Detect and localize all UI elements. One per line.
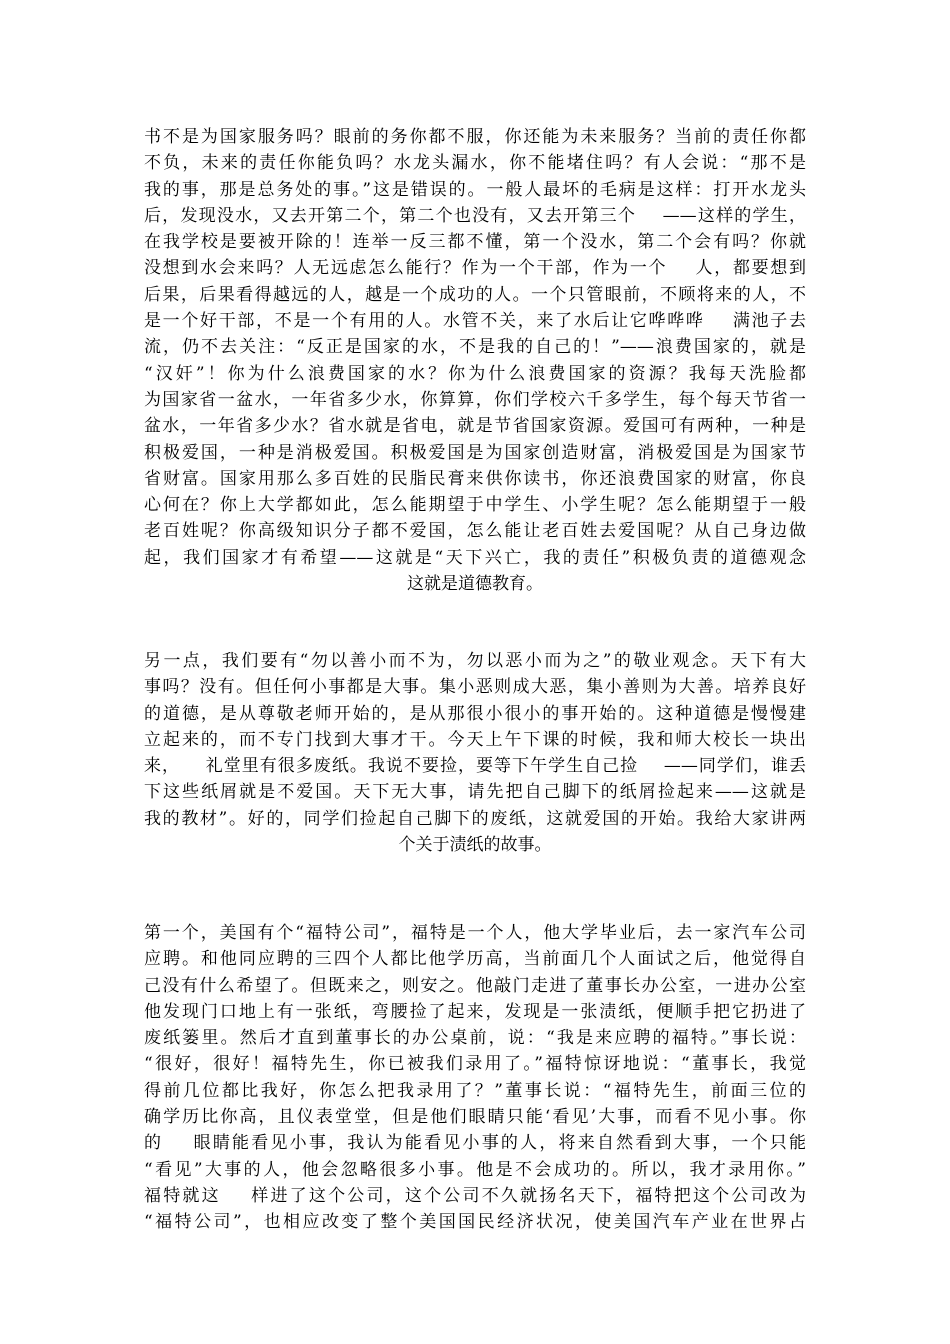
text-line: 在我学校是要被开除的！连举一反三都不懂，第一个没水，第二个会有吗？你就	[144, 232, 806, 253]
text-line: 的 眼睛能看见小事，我认为能看见小事的人，将来自然看到大事，一个只能	[144, 1133, 806, 1154]
text-line: 老百姓呢？你高级知识分子都不爱国，怎么能让老百姓去爱国呢？从自己身边做	[144, 521, 806, 542]
text-line: 的道德，是从尊敬老师开始的，是从那很小很小的事开始的。这种道德是慢慢建	[144, 703, 806, 724]
text-line: 得前几位都比我好，你怎么把我录用了？”董事长说：“福特先生，前面三位的	[144, 1080, 806, 1101]
text-line: 书不是为国家服务吗？眼前的务你都不服，你还能为未来服务？当前的责任你都	[144, 127, 806, 147]
text-line: 我的教材”。好的，同学们捡起自己脚下的废纸，这就爱国的开始。我给大家讲两	[144, 808, 806, 829]
text-line: 废纸篓里。然后才直到董事长的办公桌前，说：“我是来应聘的福特。”事长说：	[144, 1028, 806, 1049]
text-line: “看见”大事的人，他会忽略很多小事。他是不会成功的。所以，我才录用你。”	[144, 1159, 806, 1180]
text-line: “汉奸”！你为什么浪费国家的水？你为什么浪费国家的资源？我每天洗脸都	[144, 363, 806, 384]
text-line: 为国家省一盆水，一年省多少水，你算算，你们学校六千多学生，每个每天节省一	[144, 389, 806, 410]
text-line: 第一个，美国有个“福特公司”，福特是一个人，他大学毕业后，去一家汽车公司	[144, 923, 806, 943]
text-line: 流，仍不去关注：“反正是国家的水，不是我的自己的！”——浪费国家的，就是	[144, 337, 806, 358]
text-line: “福特公司”，也相应改变了整个美国国民经济状况，使美国汽车产业在世界占	[144, 1212, 806, 1233]
text-line: 下这些纸屑就是不爱国。天下无大事，请先把自己脚下的纸屑捡起来——这就是	[144, 782, 806, 803]
paragraph-water-saving	[144, 124, 806, 597]
text-line: 没想到水会来吗？人无远虑怎么能行？作为一个干部，作为一个 人，都要想到	[144, 258, 806, 279]
text-line: 盆水，一年省多少水？省水就是省电，就是节省国家资源。爱国可有两种，一种是	[144, 416, 806, 437]
text-line: 他发现门口地上有一张纸，弯腰捡了起来，发现是一张渍纸，便顺手把它扔进了	[144, 1001, 806, 1022]
text-line: 不负，未来的责任你能负吗？水龙头漏水，你不能堵住吗？有人会说：“那不是	[144, 153, 806, 174]
text-line: 省财富。国家用那么多百姓的民脂民膏来供你读书，你还浪费国家的财富，你良	[144, 468, 806, 489]
text-line: 立起来的，而不专门找到大事才干。今天上午下课的时候，我和师大校长一块出	[144, 729, 806, 750]
text-line: 积极爱国，一种是消极爱国。积极爱国是为国家创造财富，消极爱国是为国家节	[144, 442, 806, 463]
text-line: 另一点，我们要有“勿以善小而不为，勿以恶小而为之”的敬业观念。天下有大	[144, 651, 806, 671]
text-line: 后果，后果看得越远的人，越是一个成功的人。一个只管眼前，不顾将来的人，不	[144, 284, 806, 305]
text-line: 心何在？你上大学都如此，怎么能期望于中学生、小学生呢？怎么能期望于一般	[144, 495, 806, 516]
text-line: 我的事，那是总务处的事。”这是错误的。一般人最坏的毛病是这样：打开水龙头	[144, 179, 806, 200]
text-line: 事吗？没有。但任何小事都是大事。集小恶则成大恶，集小善则为大善。培养良好	[144, 677, 806, 698]
text-line: 后，发现没水，又去开第二个，第二个也没有，又去开第三个 ——这样的学生，	[144, 205, 806, 226]
text-line-centered: 这就是道德教育。	[407, 574, 543, 595]
text-line: “很好，很好！福特先生，你已被我们录用了。”福特惊讶地说：“董事长，我觉	[144, 1054, 806, 1075]
text-line: 确学历比你高，且仪表堂堂，但是他们眼睛只能‘看见’大事，而看不见小事。你	[144, 1107, 806, 1128]
text-line-centered: 个关于渍纸的故事。	[398, 835, 552, 856]
text-line: 应聘。和他同应聘的三四个人都比他学历高，当前面几个人面试之后，他觉得自	[144, 949, 806, 970]
text-line: 来， 礼堂里有很多废纸。我说不要捡，要等下午学生自己捡 ——同学们，谁丢	[144, 756, 806, 777]
text-line: 福特就这 样进了这个公司，这个公司不久就扬名天下，福特把这个公司改为	[144, 1185, 806, 1206]
paragraph-small-things	[144, 648, 806, 858]
text-line: 起，我们国家才有希望——这就是“天下兴亡，我的责任”积极负责的道德观念	[144, 547, 806, 568]
paragraph-ford-story	[144, 920, 806, 1236]
text-line: 是一个好干部，不是一个有用的人。水管不关，来了水后让它哗哗哗 满池子去	[144, 311, 806, 332]
text-line: 己没有什么希望了。但既来之，则安之。他敲门走进了董事长办公室，一进办公室	[144, 975, 806, 996]
